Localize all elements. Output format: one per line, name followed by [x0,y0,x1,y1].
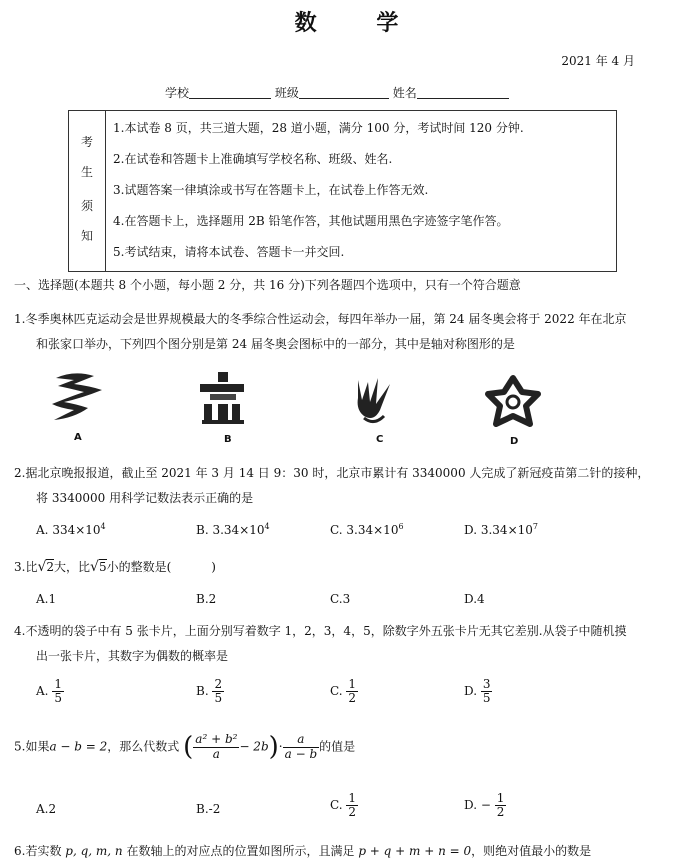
notice-side-char: 生 [80,165,93,179]
name-label: 姓名 [392,86,417,100]
q5-option-b[interactable]: B.-2 [196,802,221,816]
option-d-emblem-image[interactable] [482,374,544,432]
snowflake-icon [482,374,544,432]
q5-option-c[interactable]: C. $\frac{1}{2}$ [330,791,357,820]
question-1-line-2: 和张家口举办，下列四个图分别是第 24 届冬奥会图标中的一部分，其中是轴对称图形的是 [36,337,515,351]
notice-rule: 3.试题答案一律填涂或书写在答题卡上，在试卷上作答无效. [113,183,429,197]
q4-option-a[interactable]: A. $\frac{1}{5}$ [36,677,62,706]
option-b-emblem-image[interactable] [196,370,248,430]
notice-side-char: 须 [80,199,93,213]
option-c-emblem-image[interactable] [350,370,400,428]
q3-option-a[interactable]: A.1 [36,592,57,606]
question-5: 5.如果a − b = 2，那么代数式 ( $\frac{\text{a² + b²}}{a}$ − 2b)· $\frac{a}{a - b}$ 的值是 [14,732,356,762]
q3-option-b[interactable]: B.2 [196,592,217,606]
class-blank[interactable] [299,86,389,99]
name-blank[interactable] [417,86,509,99]
q5-option-d[interactable]: D. − $\frac{1}{2}$ [464,791,505,820]
notice-rule: 2.在试卷和答题卡上准确填写学校名称、班级、姓名. [113,152,393,166]
notice-side-char: 考 [80,135,93,149]
q5-option-a[interactable]: A.2 [36,802,57,816]
exam-notice-box [68,110,617,272]
option-c-label: C [376,434,384,445]
option-d-label: D [510,436,519,447]
q2-option-b[interactable]: B. $3.34\times 10^4$ [196,522,270,537]
lantern-icon [196,370,248,430]
section-heading: 一、选择题(本题共 8 个小题，每小题 2 分，共 16 分)下列各题四个选项中，只有一个符合题意 [14,278,521,292]
q2-option-d[interactable]: D. $3.34\times 10^7$ [464,522,538,537]
q2-option-a[interactable]: A. $334\times 10^4$ [36,522,106,537]
sqrt-symbol: √ [90,559,99,575]
question-2-line-1: 2.据北京晚报报道，截止至 2021 年 3 月 14 日 9：30 时，北京市累计有 3340000 人完成了新冠疫苗第二针的接种， [14,466,650,480]
q3-option-c[interactable]: C.3 [330,592,351,606]
notice-rule: 4.在答题卡上，选择题用 2B 铅笔作答，其他试题用黑色字迹签字笔作答。 [113,214,509,228]
q4-option-c[interactable]: C. $\frac{1}{2}$ [330,677,357,706]
q3-option-d[interactable]: D.4 [464,592,485,606]
exam-title: 数 学 [294,10,425,36]
question-2-line-2: 将 3340000 用科学记数法表示正确的是 [36,491,254,505]
option-a-label: A [74,432,82,443]
school-label: 学校 [165,86,190,100]
sqrt-symbol: √ [37,559,47,575]
option-a-emblem-image[interactable] [44,368,110,428]
q2-option-c[interactable]: C. $3.34\times 10^6$ [330,522,404,537]
q4-option-b[interactable]: B. $\frac{2}{5}$ [196,677,223,706]
notice-rule: 1.本试卷 8 页，共三道大题，28 道小题，满分 100 分，考试时间 120 分钟. [113,121,524,135]
notice-side-header [69,111,106,271]
question-3: 3.比√2大，比√5小的整数是( ) [14,559,216,575]
hand-flame-icon [350,370,400,428]
question-4-line-2: 出一张卡片，其数字为偶数的概率是 [36,649,229,663]
notice-side-char: 知 [80,229,93,243]
snow-ribbon-icon [44,368,110,428]
notice-rule: 5.考试结束，请将本试卷、答题卡一并交回. [113,245,345,259]
school-blank[interactable] [189,86,271,99]
question-4-line-1: 4.不透明的袋子中有 5 张卡片，上面分别写着数字 1，2，3，4，5，除数字外五张卡片无其它差别.从袋子中随机摸 [14,624,627,638]
question-1-line-1: 1.冬季奥林匹克运动会是世界规模最大的冬季综合性运动会，每四年举办一届，第 24 届冬奥会将于 2022 年在北京 [14,312,627,326]
class-label: 班级 [274,86,299,100]
option-b-label: B [224,434,232,445]
question-6: 6.若实数 p, q, m, n 在数轴上的对应点的位置如图所示，且满足 p + q + m + n = 0，则绝对值最小的数是 [14,844,592,858]
exam-date: 2021 年 4 月 [561,54,635,68]
student-info-line [165,84,509,101]
q4-option-d[interactable]: D. $\frac{3}{5}$ [464,677,491,706]
